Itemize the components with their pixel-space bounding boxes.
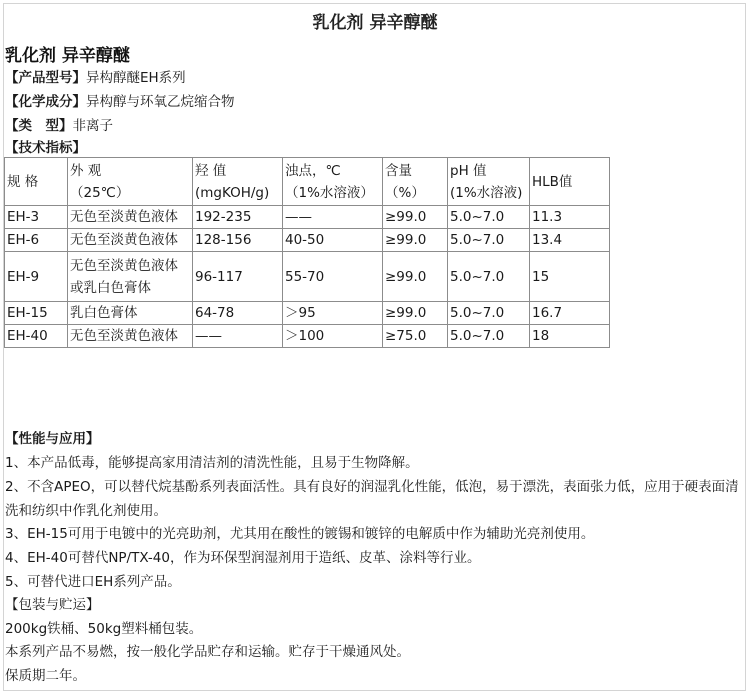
- table-cell: ≥99.0: [383, 229, 448, 252]
- table-cell: 乳白色膏体: [68, 302, 193, 325]
- performance-item: 1、本产品低毒，能够提高家用清洁剂的清洗性能，且易于生物降解。: [5, 455, 419, 471]
- header-cell: 规 格: [5, 158, 68, 206]
- header-cell: pH 值 (1%水溶液): [448, 158, 530, 206]
- table-cell: 128-156: [193, 229, 283, 252]
- packaging-line: 200kg铁桶、50kg塑料桶包装。: [5, 621, 203, 637]
- table-cell: 13.4: [530, 229, 610, 252]
- packaging-line: 保质期二年。: [5, 668, 86, 684]
- table-cell: EH-3: [5, 206, 68, 229]
- header-cell: HLB值: [530, 158, 610, 206]
- table-cell: 96-117: [193, 252, 283, 302]
- table-cell: 192-235: [193, 206, 283, 229]
- type-line: [5, 114, 113, 134]
- table-cell: ≥99.0: [383, 252, 448, 302]
- table-cell: 64-78: [193, 302, 283, 325]
- type-value: 非离子: [72, 118, 113, 134]
- header-cell: 外 观 （25℃）: [68, 158, 193, 206]
- table-cell: 无色至淡黄色液体: [68, 325, 193, 348]
- table-cell: ≥75.0: [383, 325, 448, 348]
- table-cell: 40-50: [283, 229, 383, 252]
- spec-table: [4, 157, 610, 348]
- table-cell: 15: [530, 252, 610, 302]
- table-cell: 5.0~7.0: [448, 252, 530, 302]
- table-cell: 5.0~7.0: [448, 229, 530, 252]
- table-cell: ≥99.0: [383, 302, 448, 325]
- product-name: 乳化剂 异辛醇醚: [5, 46, 130, 66]
- composition-line: [5, 90, 235, 110]
- performance-item: 2、不含APEO，可以替代烷基酚系列表面活性。具有良好的润湿乳化性能，低泡，易于漂洗，表面张力低，应用于硬表面清洗和纺织中作乳化剂使用。: [5, 479, 739, 519]
- type-label: 【类 型】: [5, 118, 73, 134]
- table-cell: ＞95: [283, 302, 383, 325]
- table-row: [5, 325, 610, 348]
- table-cell: 18: [530, 325, 610, 348]
- table-cell: ——: [283, 206, 383, 229]
- table-cell: 16.7: [530, 302, 610, 325]
- performance-item: 3、EH-15可用于电镀中的光亮助剂，尤其用在酸性的镀锡和镀锌的电解质中作为辅助光亮剂使用。: [5, 526, 595, 542]
- header-cell: 羟 值 (mgKOH/g): [193, 158, 283, 206]
- table-row: [5, 206, 610, 229]
- table-cell: 无色至淡黄色液体 或乳白色膏体: [68, 252, 193, 302]
- table-cell: EH-6: [5, 229, 68, 252]
- table-cell: 5.0~7.0: [448, 302, 530, 325]
- table-header-row: [5, 158, 610, 206]
- table-cell: 11.3: [530, 206, 610, 229]
- packaging-heading: 【包装与贮运】: [5, 597, 100, 613]
- table-row: [5, 229, 610, 252]
- table-cell: ——: [193, 325, 283, 348]
- tech-spec-heading: 【技术指标】: [5, 140, 86, 156]
- product-model-value: 异构醇醚EH系列: [86, 70, 186, 86]
- table-cell: ＞100: [283, 325, 383, 348]
- table-cell: 无色至淡黄色液体: [68, 229, 193, 252]
- table-cell: EH-40: [5, 325, 68, 348]
- packaging-line: 本系列产品不易燃，按一般化学品贮存和运输。贮存于干燥通风处。: [5, 644, 410, 660]
- table-row: [5, 252, 610, 302]
- performance-heading: 【性能与应用】: [5, 431, 100, 447]
- table-cell: 5.0~7.0: [448, 206, 530, 229]
- page-title: 乳化剂 异辛醇醚: [312, 13, 438, 33]
- product-model-line: [5, 66, 186, 86]
- table-cell: 无色至淡黄色液体: [68, 206, 193, 229]
- performance-item: 5、可替代进口EH系列产品。: [5, 574, 181, 590]
- composition-label: 【化学成分】: [5, 94, 86, 110]
- header-cell: 含量 （%）: [383, 158, 448, 206]
- performance-item: 4、EH-40可替代NP/TX-40，作为环保型润湿剂用于造纸、皮革、涂料等行业。: [5, 550, 481, 566]
- table-cell: 5.0~7.0: [448, 325, 530, 348]
- table-cell: ≥99.0: [383, 206, 448, 229]
- header-cell: 浊点，℃ （1%水溶液）: [283, 158, 383, 206]
- table-cell: EH-15: [5, 302, 68, 325]
- product-model-label: 【产品型号】: [5, 70, 86, 86]
- table-row: [5, 302, 610, 325]
- table-cell: EH-9: [5, 252, 68, 302]
- table-cell: 55-70: [283, 252, 383, 302]
- composition-value: 异构醇与环氧乙烷缩合物: [86, 94, 235, 110]
